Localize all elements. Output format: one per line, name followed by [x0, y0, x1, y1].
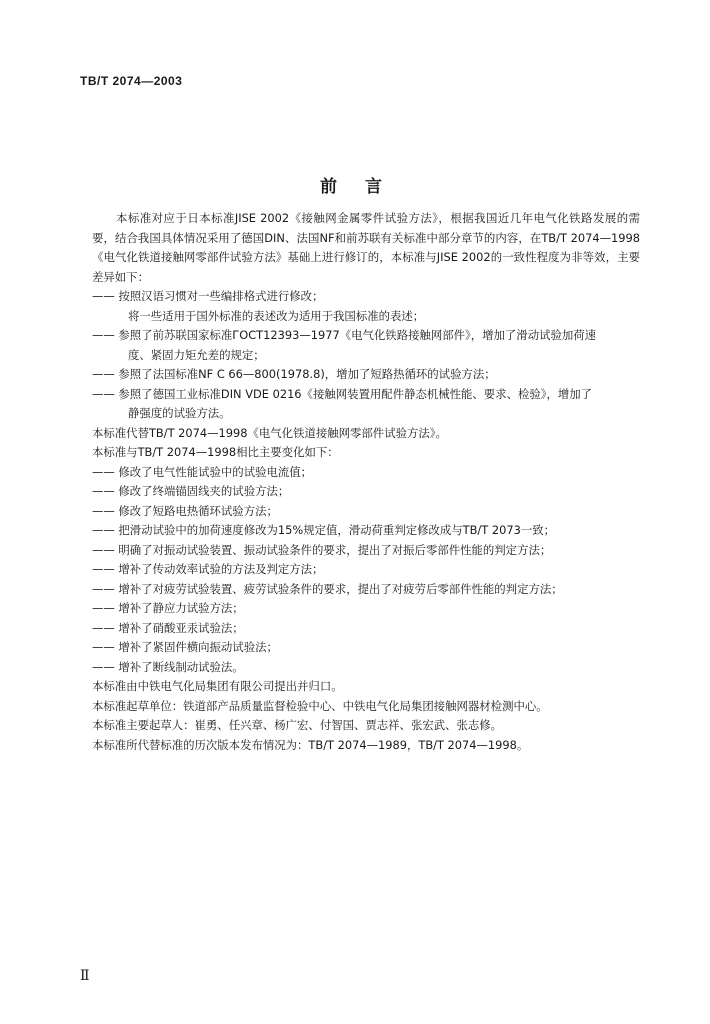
change-item: —— 增补了传动效率试验的方法及判定方法；	[92, 562, 324, 576]
replaces-statement: 本标准代替TB/T 2074—1998《电气化铁道接触网零部件试验方法》。	[92, 425, 447, 440]
standard-code: TB/T 2074—2003	[80, 74, 183, 88]
change-item: —— 增补了断线制动试验法。	[92, 659, 244, 674]
change-item: —— 修改了终端锚固线夹的试验方法；	[92, 484, 290, 498]
page-number: Ⅱ	[80, 968, 90, 984]
proposer-statement: 本标准由中铁电气化局集团有限公司提出并归口。	[92, 679, 343, 693]
change-item: —— 增补了硝酸亚汞试验法；	[92, 620, 244, 635]
version-history-statement: 本标准所代替标准的历次版本发布情况为：TB/T 2074—1989，TB/T 2074—1998。	[92, 737, 529, 752]
difference-item: —— 参照了前苏联国家标准ГОСТ12393—1977《电气化铁路接触网部件》，增加了滑动试验加荷速	[92, 328, 597, 342]
change-item: —— 增补了静应力试验方法；	[92, 601, 244, 615]
change-item: —— 增补了对疲劳试验装置、疲劳试验条件的要求，提出了对疲劳后零部件性能的判定方法；	[92, 581, 563, 596]
change-item: —— 增补了紧固件横向振动试验法；	[92, 640, 278, 654]
difference-item: —— 参照了德国工业标准DIN VDE 0216《接触网装置用配件静态机械性能、要求、检验》，增加了	[92, 386, 593, 401]
drafters-statement: 本标准主要起草人：崔勇、任兴章、杨广宏、付智国、贾志祥、张宏武、张志修。	[92, 718, 503, 732]
page-title: 前言	[320, 177, 410, 197]
change-item: —— 修改了电气性能试验中的试验电流值；	[92, 464, 313, 479]
intro-paragraph: 本标准对应于日本标准JISE 2002《接触网金属零件试验方法》，根据我国近几年电气化铁路发展的需要，结合我国具体情况采用了德国DIN、法国NF和前苏联有关标准中部分章节的内容，在TB/T 2074—1998《电气化铁道接触网零部件试验方法》基础上进行修订的，本标准与JISE 2002的一致性程度为非等效，主要差异如下：	[92, 211, 640, 284]
change-item: —— 修改了短路电热循环试验方法；	[92, 503, 278, 518]
difference-item: 将一些适用于国外标准的表述改为适用于我国标准的表述；	[128, 308, 425, 323]
difference-item: —— 按照汉语习惯对一些编排格式进行修改；	[92, 289, 324, 303]
changes-intro: 本标准与TB/T 2074—1998相比主要变化如下：	[92, 445, 339, 459]
difference-item: 静强度的试验方法。	[128, 406, 231, 420]
drafting-unit-statement: 本标准起草单位：铁道部产品质量监督检验中心、中铁电气化局集团接触网器材检测中心。	[92, 698, 548, 713]
change-item: —— 把滑动试验中的加荷速度修改为15%规定值，滑动荷重判定修改成与TB/T 2073一致；	[92, 523, 556, 537]
difference-item: 度、紧固力矩允差的规定；	[128, 347, 265, 362]
foreword-body	[92, 209, 640, 755]
difference-item: —— 参照了法国标准NF C 66—800(1978.8)，增加了短路热循环的试验方法；	[92, 367, 496, 381]
change-item: —— 明确了对振动试验装置、振动试验条件的要求，提出了对振后零部件性能的判定方法；	[92, 542, 552, 557]
